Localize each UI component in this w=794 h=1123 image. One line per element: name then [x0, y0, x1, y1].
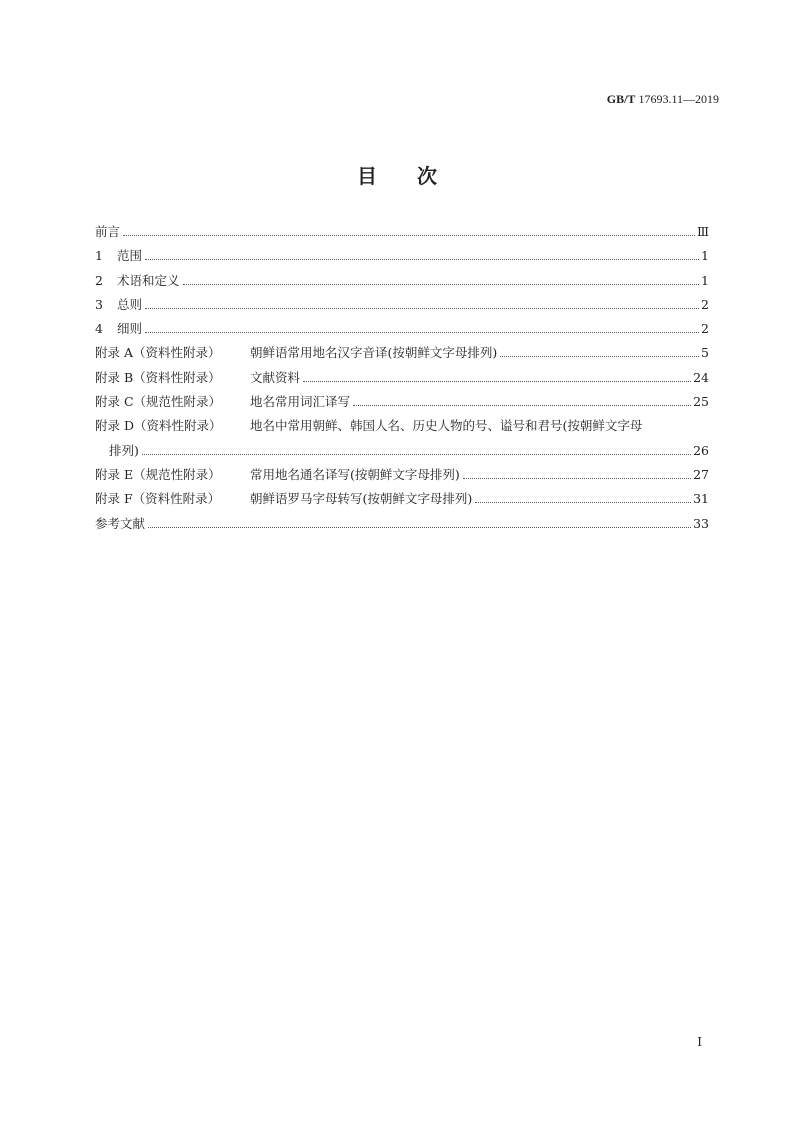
- dot-leader: [303, 381, 691, 382]
- toc-entry-label: 文献资料: [250, 369, 301, 385]
- toc-entry-page: 2: [701, 296, 709, 312]
- toc-entry-appendix-d-continued[interactable]: [95, 441, 709, 465]
- toc-entry-references[interactable]: [95, 514, 709, 538]
- dot-leader: [183, 284, 700, 285]
- dot-leader: [353, 405, 691, 406]
- toc-entry-page: 25: [693, 394, 709, 410]
- toc-entry-number: 2: [95, 272, 103, 288]
- toc-entry-appendix-d[interactable]: [95, 416, 709, 440]
- dot-leader: [463, 478, 691, 479]
- toc-entry-appendix-a[interactable]: [95, 343, 709, 367]
- appendix-tag: 附录 E（规范性附录）: [95, 466, 221, 482]
- toc-entry-terms[interactable]: [95, 271, 709, 295]
- toc-entry-number: 4: [95, 321, 103, 337]
- toc-entry-page: 26: [693, 442, 709, 458]
- toc-entry-label: 朝鲜语罗马字母转写(按朝鲜文字母排列): [250, 491, 473, 507]
- toc-entry-number: 1: [95, 248, 103, 264]
- toc-entry-page: 1: [701, 272, 709, 288]
- dot-leader: [500, 356, 699, 357]
- appendix-tag: 附录 F（资料性附录）: [95, 491, 221, 507]
- dot-leader: [145, 332, 699, 333]
- toc-entry-label: 参考文献: [95, 515, 146, 531]
- toc-entry-page: 1: [701, 248, 709, 264]
- toc-entry-label: 地名中常用朝鲜、韩国人名、历史人物的号、谥号和君号(按朝鲜文字母: [250, 418, 643, 434]
- dot-leader: [123, 235, 695, 236]
- toc-entry-label: 朝鲜语常用地名汉字音译(按朝鲜文字母排列): [250, 345, 498, 361]
- toc-entry-label: 总则: [117, 296, 143, 312]
- toc-entry-page: 33: [693, 515, 709, 531]
- toc-entry-page: Ⅲ: [696, 224, 709, 239]
- toc-entry-appendix-c[interactable]: [95, 392, 709, 416]
- toc-entry-label: 细则: [117, 321, 143, 337]
- toc-entry-page: 31: [693, 491, 709, 507]
- page-number: I: [697, 1035, 702, 1049]
- toc-entry-page: 5: [701, 345, 709, 361]
- toc-entry-general[interactable]: [95, 295, 709, 319]
- appendix-tag: 附录 A（资料性附录）: [95, 345, 221, 361]
- toc-entry-appendix-e[interactable]: [95, 465, 709, 489]
- dot-leader: [475, 502, 691, 503]
- toc-entry-label: 范围: [117, 248, 143, 264]
- standard-code-prefix: GB/T: [606, 92, 636, 106]
- toc-entry-foreword[interactable]: [95, 222, 709, 246]
- toc-entry-page: 24: [693, 369, 709, 385]
- dot-leader: [145, 259, 699, 260]
- dot-leader: [148, 527, 691, 528]
- toc-entry-label: 地名常用词汇译写: [250, 394, 351, 410]
- appendix-tag: 附录 C（规范性附录）: [95, 394, 222, 410]
- toc-entry-label: 术语和定义: [117, 272, 180, 288]
- toc-entry-scope[interactable]: [95, 246, 709, 270]
- toc-entry-number: 3: [95, 296, 103, 312]
- page-title: 目次: [357, 164, 477, 188]
- standard-code: [607, 92, 719, 107]
- dot-leader: [142, 454, 691, 455]
- appendix-tag: 附录 D（资料性附录）: [95, 418, 222, 434]
- toc-entry-appendix-b[interactable]: [95, 368, 709, 392]
- toc-entry-rules[interactable]: [95, 319, 709, 343]
- toc-entry-appendix-f[interactable]: [95, 489, 709, 513]
- toc-entry-label: 排列): [109, 442, 139, 458]
- toc-entry-page: 2: [701, 321, 709, 337]
- toc-entry-label: 常用地名通名译写(按朝鲜文字母排列): [250, 466, 460, 482]
- toc-entry-label: 前言: [95, 224, 121, 239]
- appendix-tag: 附录 B（资料性附录）: [95, 369, 221, 385]
- table-of-contents: [95, 222, 709, 538]
- toc-entry-page: 27: [693, 466, 709, 482]
- dot-leader: [145, 308, 699, 309]
- standard-code-number: 17693.11—2019: [638, 92, 719, 106]
